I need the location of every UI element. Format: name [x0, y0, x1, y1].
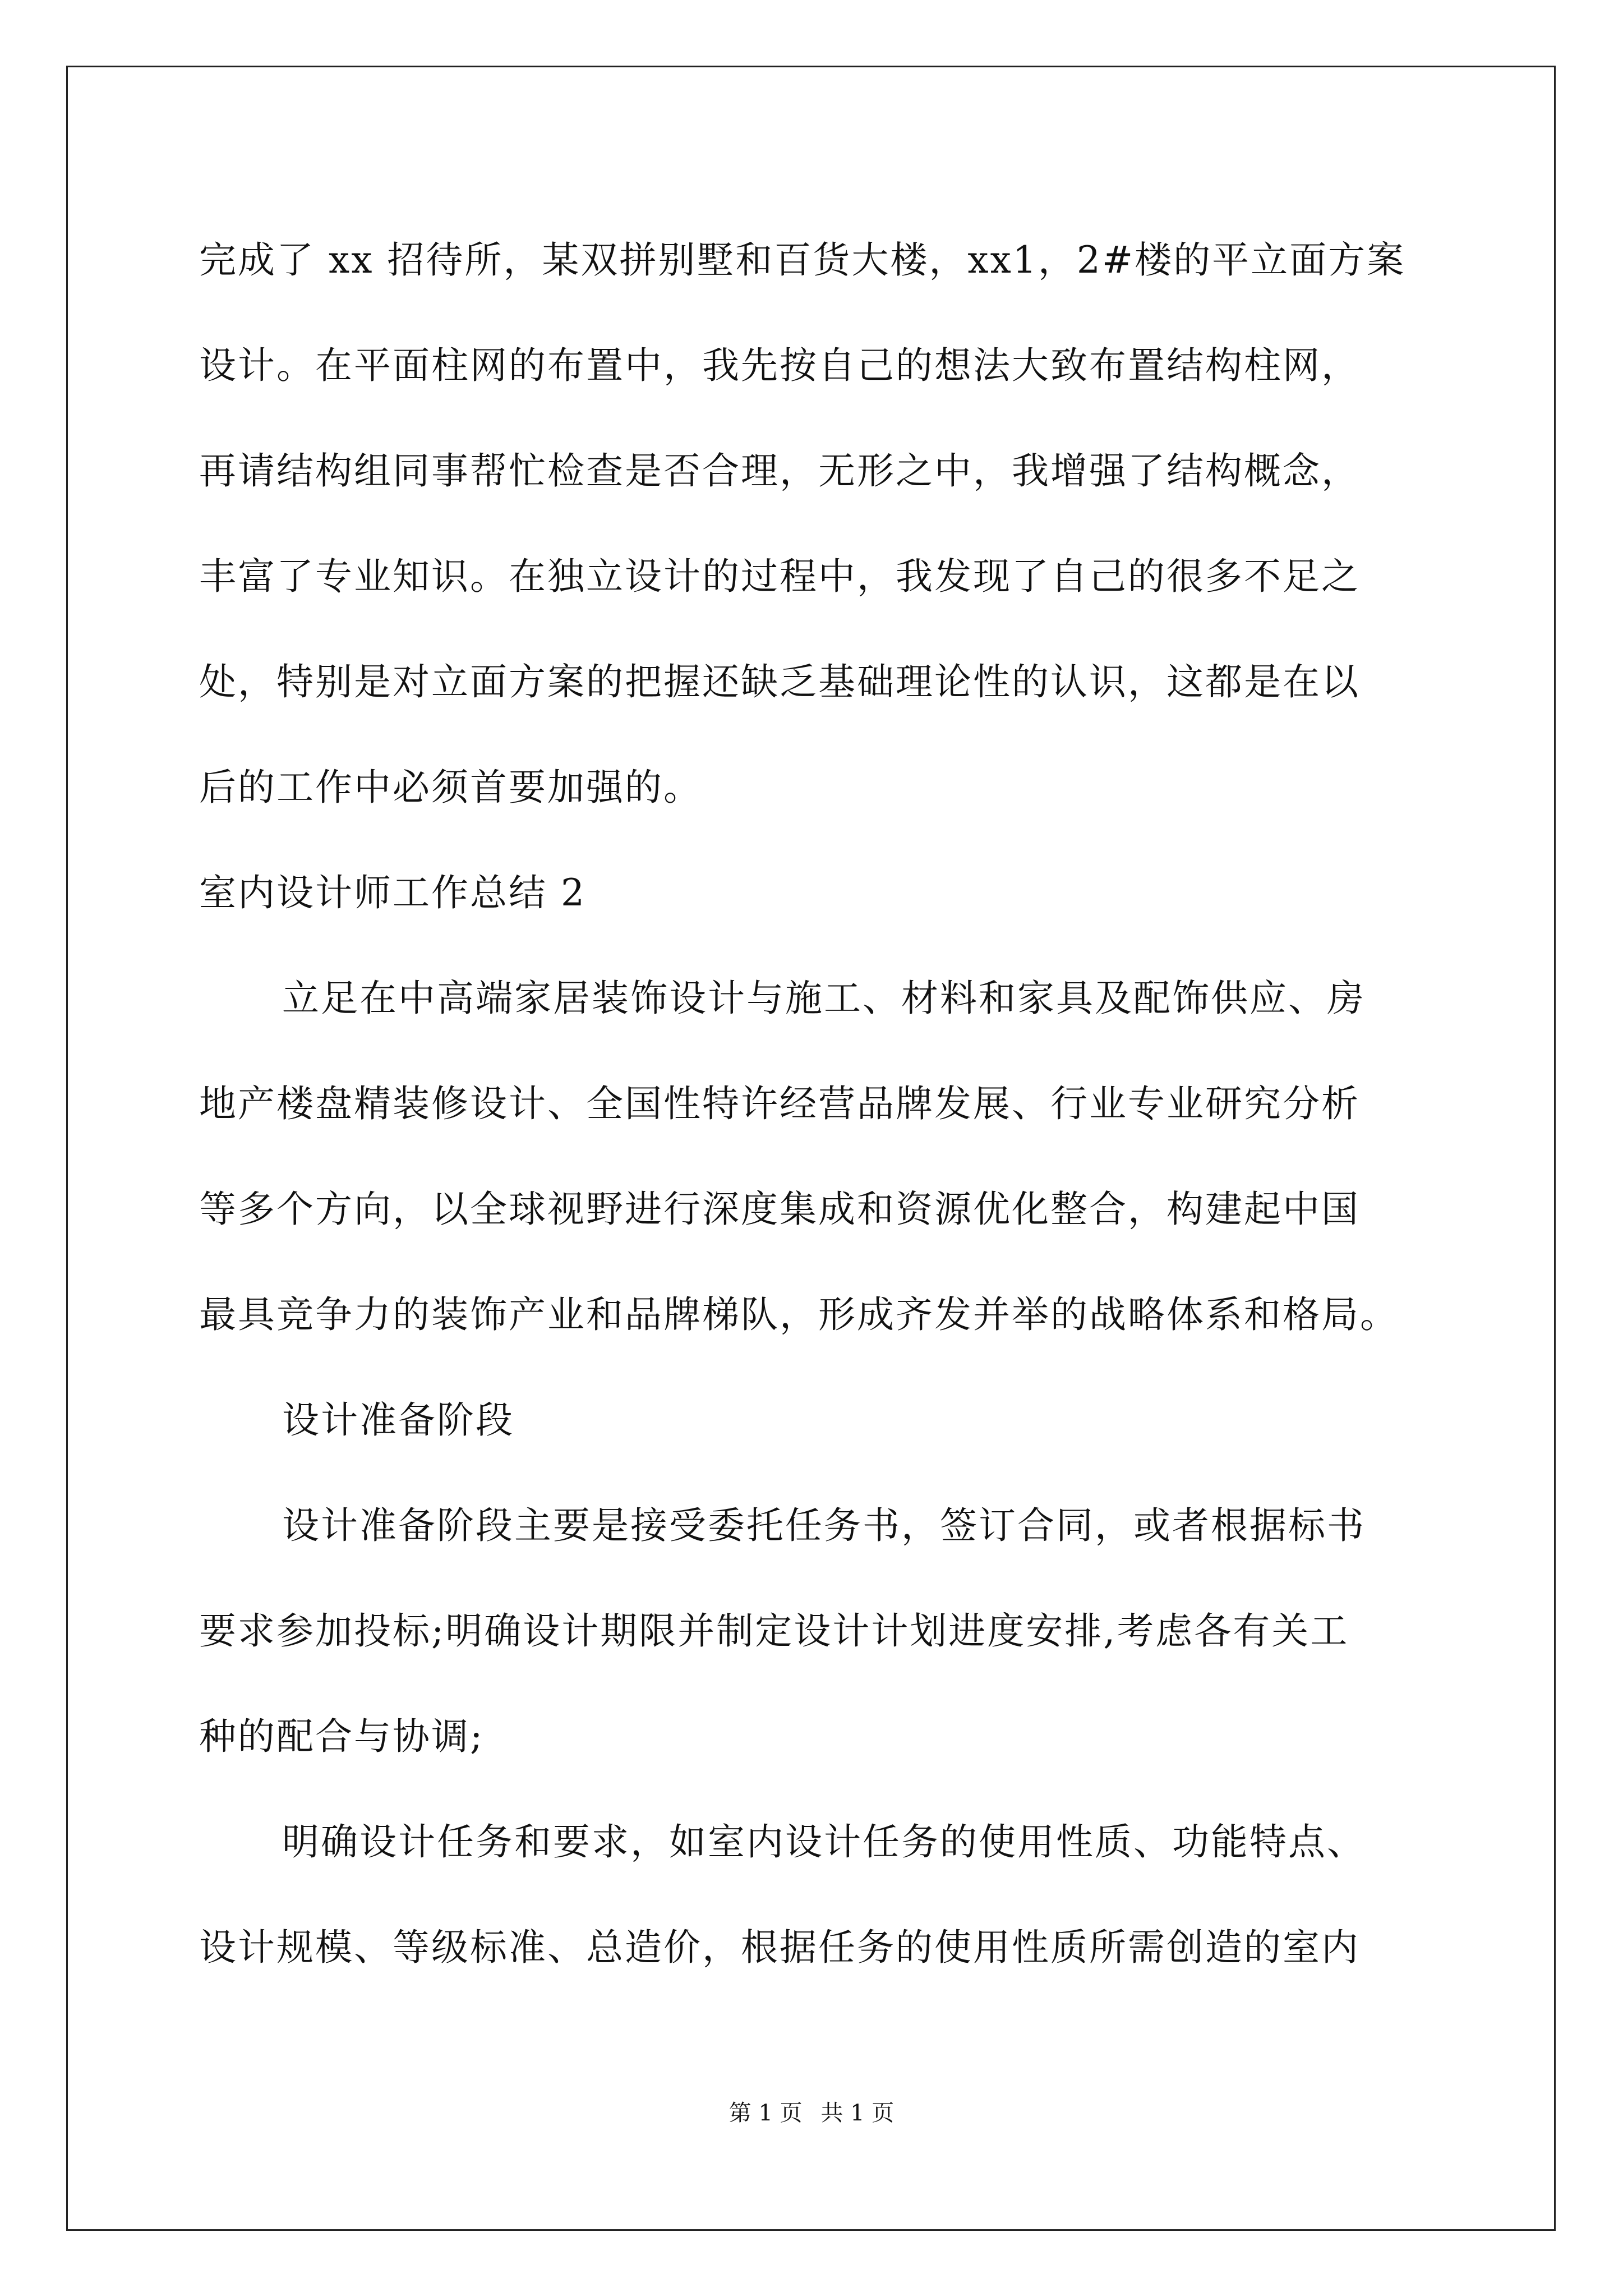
paragraph-line: 设计准备阶段主要是接受委托任务书，签订合同，或者根据标书	[282, 1504, 1366, 1547]
paragraph-line: 完成了 xx 招待所，某双拼别墅和百货大楼，xx1，2#楼的平立面方案	[199, 238, 1406, 282]
page-number: 第 1 页	[728, 2100, 803, 2126]
paragraph-line: 等多个方向，以全球视野进行深度集成和资源优化整合，构建起中国	[199, 1188, 1360, 1231]
page-footer	[0, 2095, 1623, 2127]
paragraph-line: 最具竞争力的装饰产业和品牌梯队，形成齐发并举的战略体系和格局。	[199, 1293, 1399, 1336]
subsection-heading: 设计准备阶段	[282, 1398, 514, 1442]
paragraph-line: 立足在中高端家居装饰设计与施工、材料和家具及配饰供应、房	[282, 977, 1366, 1020]
paragraph-line: 要求参加投标;明确设计期限并制定设计计划进度安排,考虑各有关工	[199, 1609, 1349, 1653]
document-body	[199, 208, 1427, 2000]
paragraph-line: 设计。在平面柱网的布置中，我先按自己的想法大致布置结构柱网，	[199, 344, 1360, 387]
paragraph-line: 处，特别是对立面方案的把握还缺乏基础理论性的认识，这都是在以	[199, 660, 1360, 703]
page-total: 共 1 页	[820, 2100, 895, 2126]
paragraph-line: 丰富了专业知识。在独立设计的过程中，我发现了自己的很多不足之	[199, 555, 1360, 598]
paragraph-line: 设计规模、等级标准、总造价，根据任务的使用性质所需创造的室内	[199, 1926, 1360, 1969]
paragraph-line: 后的工作中必须首要加强的。	[199, 766, 702, 809]
section-heading: 室内设计师工作总结 2	[199, 871, 586, 914]
paragraph-line: 明确设计任务和要求，如室内设计任务的使用性质、功能特点、	[282, 1820, 1366, 1864]
paragraph-line: 种的配合与协调;	[199, 1715, 485, 1758]
paragraph-line: 地产楼盘精装修设计、全国性特许经营品牌发展、行业专业研究分析	[199, 1082, 1360, 1125]
paragraph-line: 再请结构组同事帮忙检查是否合理，无形之中，我增强了结构概念，	[199, 449, 1360, 493]
